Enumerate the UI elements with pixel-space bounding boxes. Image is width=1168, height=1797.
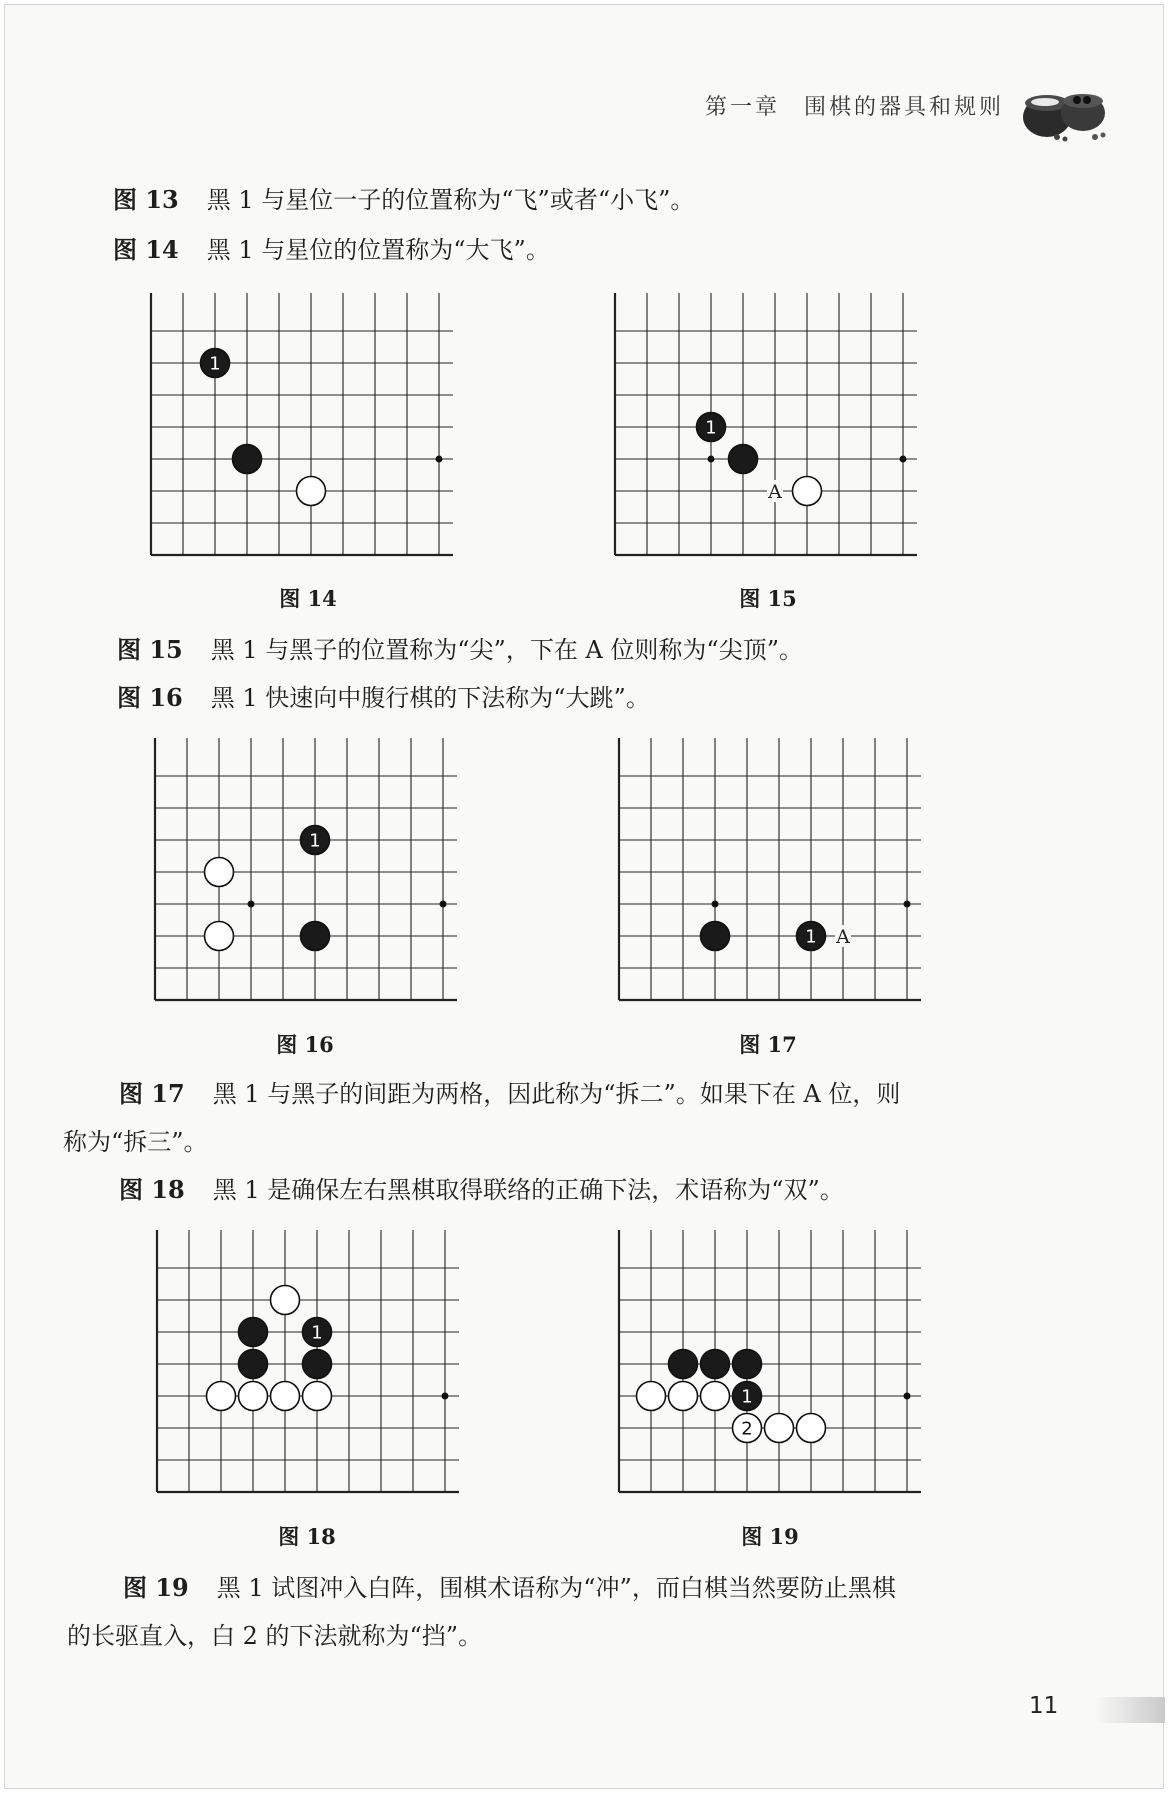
chapter-number: 第一章 bbox=[705, 95, 781, 120]
paragraph-fig15 bbox=[117, 635, 803, 665]
figure-ref: 图 14 bbox=[113, 235, 179, 264]
go-diagram-fig18 bbox=[151, 1230, 466, 1505]
figure-ref: 图 16 bbox=[117, 683, 183, 712]
black-stone bbox=[233, 445, 262, 474]
paragraph-text: 黑 1 试图冲入白阵，围棋术语称为“冲”，而白棋当然要防止黑棋 bbox=[216, 1574, 896, 1602]
paragraph-fig19 bbox=[67, 1573, 896, 1651]
go-bowls-icon bbox=[1017, 77, 1117, 147]
star-point bbox=[904, 1393, 911, 1400]
paragraph-text: 黑 1 是确保左右黑棋取得联络的正确下法，术语称为“双”。 bbox=[212, 1176, 844, 1204]
white-stone bbox=[669, 1382, 698, 1411]
star-point bbox=[248, 901, 255, 908]
move-number: 1 bbox=[741, 1386, 753, 1408]
white-stone bbox=[637, 1382, 666, 1411]
page-number: 11 bbox=[1029, 1693, 1059, 1719]
white-stone bbox=[271, 1286, 300, 1315]
figure-ref: 图 15 bbox=[117, 635, 183, 664]
white-stone bbox=[701, 1382, 730, 1411]
move-number: 1 bbox=[309, 830, 321, 852]
go-diagram-fig17 bbox=[613, 738, 928, 1013]
black-stone bbox=[239, 1350, 268, 1379]
paragraph-text: 黑 1 与黑子的间距为两格，因此称为“拆二”。如果下在 A 位，则 bbox=[212, 1080, 901, 1108]
go-diagram-fig15 bbox=[609, 293, 924, 568]
go-diagram-fig16 bbox=[149, 738, 464, 1013]
figure-ref: 图 19 bbox=[123, 1573, 189, 1602]
paragraph-text: 黑 1 与星位的位置称为“大飞”。 bbox=[206, 236, 550, 264]
paragraph-fig17 bbox=[63, 1079, 901, 1157]
point-label-a: A bbox=[768, 481, 782, 503]
star-point bbox=[436, 456, 443, 463]
paragraph-fig14 bbox=[113, 235, 550, 265]
black-stone bbox=[669, 1350, 698, 1379]
star-point bbox=[904, 901, 911, 908]
white-stone bbox=[205, 922, 234, 951]
move-number: 2 bbox=[741, 1418, 753, 1440]
paragraph-continuation: 称为“拆三”。 bbox=[63, 1128, 208, 1156]
paragraph-text: 黑 1 快速向中腹行棋的下法称为“大跳”。 bbox=[210, 684, 650, 712]
figure-caption: 图 19 bbox=[741, 1524, 799, 1549]
figure-ref: 图 17 bbox=[119, 1079, 185, 1108]
white-stone bbox=[297, 477, 326, 506]
black-stone bbox=[729, 445, 758, 474]
black-stone bbox=[239, 1318, 268, 1347]
white-stone bbox=[205, 858, 234, 887]
star-point bbox=[900, 456, 907, 463]
white-stone bbox=[239, 1382, 268, 1411]
figure-caption: 图 17 bbox=[739, 1032, 797, 1057]
paragraph-continuation: 的长驱直入，白 2 的下法就称为“挡”。 bbox=[67, 1622, 483, 1650]
go-diagram-fig14 bbox=[145, 293, 460, 568]
running-header bbox=[705, 90, 1004, 121]
white-stone bbox=[765, 1414, 794, 1443]
black-stone bbox=[701, 922, 730, 951]
figure-ref: 图 18 bbox=[119, 1175, 185, 1204]
star-point bbox=[440, 901, 447, 908]
figure-caption: 图 18 bbox=[278, 1524, 336, 1549]
move-number: 1 bbox=[311, 1322, 323, 1344]
white-stone bbox=[207, 1382, 236, 1411]
star-point bbox=[442, 1393, 449, 1400]
point-label-a: A bbox=[836, 926, 850, 948]
figure-ref: 图 13 bbox=[113, 185, 179, 214]
book-page bbox=[4, 4, 1164, 1789]
black-stone bbox=[701, 1350, 730, 1379]
black-stone bbox=[301, 922, 330, 951]
star-point bbox=[708, 456, 715, 463]
paragraph-fig18 bbox=[119, 1175, 844, 1205]
move-number: 1 bbox=[209, 353, 221, 375]
paragraph-text: 黑 1 与黑子的位置称为“尖”，下在 A 位则称为“尖顶”。 bbox=[210, 636, 803, 664]
paragraph-fig16 bbox=[117, 683, 650, 713]
paragraph-text: 黑 1 与星位一子的位置称为“飞”或者“小飞”。 bbox=[206, 186, 695, 214]
figure-caption: 图 15 bbox=[739, 586, 797, 611]
figure-caption: 图 16 bbox=[276, 1032, 334, 1057]
black-stone bbox=[303, 1350, 332, 1379]
black-stone bbox=[733, 1350, 762, 1379]
chapter-title: 围棋的器具和规则 bbox=[804, 95, 1005, 120]
go-diagram-fig19 bbox=[613, 1230, 928, 1505]
white-stone bbox=[303, 1382, 332, 1411]
paragraph-fig13 bbox=[113, 185, 694, 215]
white-stone bbox=[793, 477, 822, 506]
page-edge-shadow bbox=[1095, 1697, 1165, 1723]
star-point bbox=[712, 901, 719, 908]
white-stone bbox=[797, 1414, 826, 1443]
white-stone bbox=[271, 1382, 300, 1411]
move-number: 1 bbox=[805, 926, 817, 948]
figure-caption: 图 14 bbox=[279, 586, 337, 611]
move-number: 1 bbox=[705, 417, 717, 439]
